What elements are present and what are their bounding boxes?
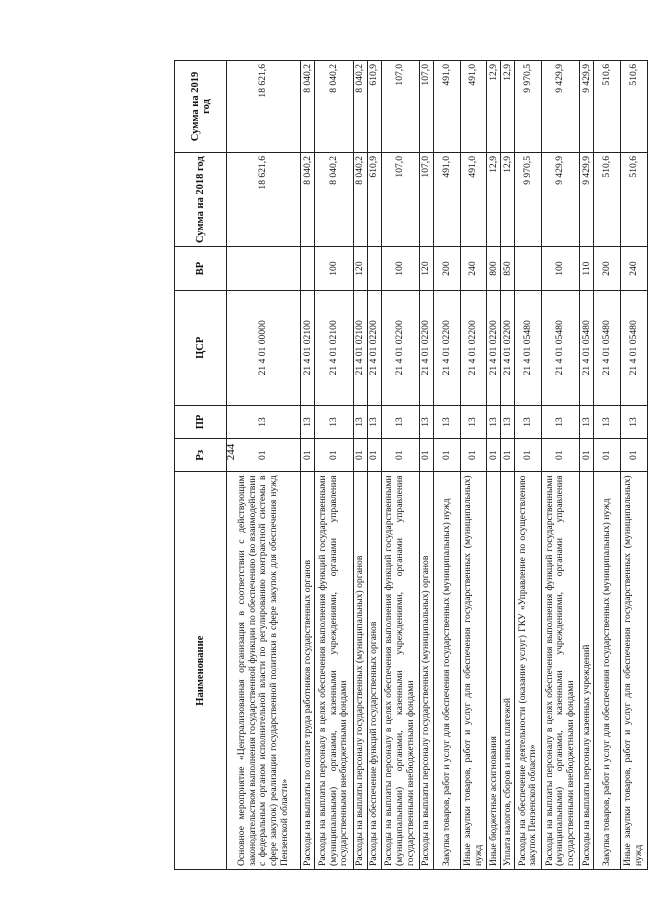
cell-sum-2018: 9 429,9 xyxy=(542,153,580,247)
cell-rz: 01 xyxy=(301,439,315,472)
budget-table-container xyxy=(174,60,648,870)
cell-csr: 21 4 01 02200 xyxy=(501,290,515,405)
cell-vr xyxy=(227,247,301,291)
cell-sum-2018: 12,9 xyxy=(487,153,501,247)
cell-pr: 13 xyxy=(301,405,315,438)
table-row xyxy=(367,61,381,870)
cell-vr: 800 xyxy=(487,247,501,291)
cell-vr: 240 xyxy=(460,247,487,291)
cell-sum-2018: 8 040,2 xyxy=(301,153,315,247)
table-row xyxy=(381,61,419,870)
cell-sum-2018: 8 040,2 xyxy=(353,153,367,247)
cell-pr: 13 xyxy=(315,405,353,438)
cell-pr: 13 xyxy=(353,405,367,438)
header-csr: ЦСР xyxy=(175,290,227,405)
cell-vr: 100 xyxy=(315,247,353,291)
cell-vr: 200 xyxy=(594,247,621,291)
table-row xyxy=(420,61,434,870)
header-pr: ПР xyxy=(175,405,227,438)
cell-pr: 13 xyxy=(460,405,487,438)
header-name: Наименование xyxy=(175,472,227,870)
budget-table xyxy=(174,60,648,870)
table-row xyxy=(580,61,594,870)
cell-csr: 21 4 01 02100 xyxy=(315,290,353,405)
cell-rz: 01 xyxy=(353,439,367,472)
cell-name: Расходы на обеспечение деятельности (оказание услуг) ГКУ «Управление по осуществлению закупок Пензенской области» xyxy=(515,472,542,870)
cell-name: Расходы на выплаты персоналу казенных учреждений xyxy=(580,472,594,870)
cell-vr: 850 xyxy=(501,247,515,291)
cell-csr: 21 4 01 02200 xyxy=(433,290,460,405)
cell-sum-2018: 510,6 xyxy=(621,153,648,247)
cell-name: Расходы на выплаты персоналу в целях обеспечения выполнения функций государственными (муниципальными) органами, казенными учреждениями, органами управления государственными внебюджетными фондами xyxy=(315,472,353,870)
cell-name: Иные закупки товаров, работ и услуг для обеспечения государственных (муниципальных) нужд xyxy=(621,472,648,870)
cell-sum-2019: 610,9 xyxy=(367,61,381,153)
cell-csr: 21 4 01 05480 xyxy=(621,290,648,405)
cell-rz: 01 xyxy=(487,439,501,472)
cell-pr: 13 xyxy=(420,405,434,438)
cell-name: Закупка товаров, работ и услуг для обеспечения государственных (муниципальных) нужд xyxy=(594,472,621,870)
cell-rz: 01 xyxy=(501,439,515,472)
table-header-row xyxy=(175,61,227,870)
cell-pr: 13 xyxy=(621,405,648,438)
cell-sum-2018: 107,0 xyxy=(381,153,419,247)
cell-sum-2019: 8 040,2 xyxy=(301,61,315,153)
cell-sum-2018: 8 040,2 xyxy=(315,153,353,247)
header-sum-2019: Сумма на 2019 год xyxy=(175,61,227,153)
cell-csr: 21 4 01 02100 xyxy=(301,290,315,405)
cell-sum-2018: 9 429,9 xyxy=(580,153,594,247)
cell-sum-2018: 18 621,6 xyxy=(227,153,301,247)
cell-vr: 120 xyxy=(420,247,434,291)
page-number: 244 xyxy=(225,443,237,461)
cell-pr: 13 xyxy=(594,405,621,438)
cell-vr: 110 xyxy=(580,247,594,291)
cell-csr: 21 4 01 05480 xyxy=(515,290,542,405)
cell-vr xyxy=(515,247,542,291)
cell-vr: 120 xyxy=(353,247,367,291)
cell-sum-2019: 491,0 xyxy=(460,61,487,153)
cell-pr: 13 xyxy=(542,405,580,438)
cell-vr xyxy=(367,247,381,291)
cell-rz: 01 xyxy=(433,439,460,472)
cell-pr: 13 xyxy=(580,405,594,438)
cell-sum-2019: 12,9 xyxy=(487,61,501,153)
cell-name: Расходы на выплаты персоналу в целях обеспечения выполнения функций государственными (муниципальными) органами, казенными учреждениями, органами управления государственными внебюджетными фондами xyxy=(381,472,419,870)
cell-vr: 200 xyxy=(433,247,460,291)
cell-sum-2019: 9 429,9 xyxy=(580,61,594,153)
cell-sum-2019: 9 970,5 xyxy=(515,61,542,153)
cell-rz: 01 xyxy=(315,439,353,472)
cell-vr: 100 xyxy=(381,247,419,291)
cell-name: Расходы на выплаты по оплате труда работников государственных органов xyxy=(301,472,315,870)
cell-rz: 01 xyxy=(621,439,648,472)
cell-sum-2018: 491,0 xyxy=(460,153,487,247)
cell-csr: 21 4 01 00000 xyxy=(227,290,301,405)
cell-name: Расходы на выплаты персоналу государственных (муниципальных) органов xyxy=(420,472,434,870)
cell-sum-2019: 8 040,2 xyxy=(315,61,353,153)
cell-rz: 01 xyxy=(580,439,594,472)
cell-rz: 01 xyxy=(460,439,487,472)
table-row xyxy=(353,61,367,870)
cell-sum-2019: 8 040,2 xyxy=(353,61,367,153)
cell-csr: 21 4 01 02200 xyxy=(420,290,434,405)
cell-pr: 13 xyxy=(381,405,419,438)
table-row xyxy=(227,61,301,870)
cell-name: Уплата налогов, сборов и иных платежей xyxy=(501,472,515,870)
cell-sum-2019: 18 621,6 xyxy=(227,61,301,153)
cell-rz: 01 xyxy=(420,439,434,472)
cell-name: Закупка товаров, работ и услуг для обеспечения государственных (муниципальных) нужд xyxy=(433,472,460,870)
cell-sum-2018: 9 970,5 xyxy=(515,153,542,247)
cell-vr xyxy=(301,247,315,291)
table-row xyxy=(594,61,621,870)
cell-name: Иные закупки товаров, работ и услуг для обеспечения государственных (муниципальных) нужд xyxy=(460,472,487,870)
cell-sum-2018: 610,9 xyxy=(367,153,381,247)
cell-sum-2019: 12,9 xyxy=(501,61,515,153)
cell-vr: 240 xyxy=(621,247,648,291)
cell-vr: 100 xyxy=(542,247,580,291)
cell-csr: 21 4 01 02200 xyxy=(367,290,381,405)
cell-sum-2018: 107,0 xyxy=(420,153,434,247)
cell-csr: 21 4 01 02200 xyxy=(460,290,487,405)
table-row xyxy=(301,61,315,870)
table-row xyxy=(621,61,648,870)
cell-name: Основное мероприятие «Централизованная организация в соответствии с действующим законодательством выполнения государственной функции по обеспечению (во взаимодействии с федеральным органом исполнительной власти по регулированию контрактной системы в сфере закупок) реализации государственной политики в сфере закупок для обеспечения нужд Пензенской области» xyxy=(227,472,301,870)
cell-sum-2019: 9 429,9 xyxy=(542,61,580,153)
cell-rz: 01 xyxy=(515,439,542,472)
cell-sum-2019: 491,0 xyxy=(433,61,460,153)
cell-name: Расходы на выплаты персоналу государственных (муниципальных) органов xyxy=(353,472,367,870)
cell-sum-2018: 12,9 xyxy=(501,153,515,247)
cell-pr: 13 xyxy=(501,405,515,438)
cell-pr: 13 xyxy=(433,405,460,438)
cell-csr: 21 4 01 05480 xyxy=(580,290,594,405)
table-row xyxy=(542,61,580,870)
table-row xyxy=(501,61,515,870)
cell-csr: 21 4 01 02200 xyxy=(381,290,419,405)
cell-pr: 13 xyxy=(487,405,501,438)
cell-sum-2018: 510,6 xyxy=(594,153,621,247)
cell-rz: 01 xyxy=(367,439,381,472)
cell-csr: 21 4 01 05480 xyxy=(542,290,580,405)
table-row xyxy=(487,61,501,870)
cell-name: Расходы на выплаты персоналу в целях обеспечения выполнения функций государственными (муниципальными) органами, казенными учреждениями, органами управления государственными внебюджетными фондами xyxy=(542,472,580,870)
cell-sum-2019: 107,0 xyxy=(420,61,434,153)
table-row xyxy=(433,61,460,870)
cell-name: Иные бюджетные ассигнования xyxy=(487,472,501,870)
cell-sum-2018: 491,0 xyxy=(433,153,460,247)
cell-rz: 01 xyxy=(594,439,621,472)
cell-csr: 21 4 01 02200 xyxy=(487,290,501,405)
cell-rz: 01 xyxy=(542,439,580,472)
cell-pr: 13 xyxy=(515,405,542,438)
header-sum-2018: Сумма на 2018 год xyxy=(175,153,227,247)
cell-sum-2019: 510,6 xyxy=(621,61,648,153)
cell-name: Расходы на обеспечение функций государственных органов xyxy=(367,472,381,870)
header-rz: Рз xyxy=(175,439,227,472)
table-row xyxy=(460,61,487,870)
cell-sum-2019: 107,0 xyxy=(381,61,419,153)
cell-csr: 21 4 01 02100 xyxy=(353,290,367,405)
cell-sum-2019: 510,6 xyxy=(594,61,621,153)
cell-rz: 01 xyxy=(381,439,419,472)
table-row xyxy=(315,61,353,870)
cell-pr: 13 xyxy=(227,405,301,438)
cell-pr: 13 xyxy=(367,405,381,438)
cell-csr: 21 4 01 05480 xyxy=(594,290,621,405)
cell-rz: 01 xyxy=(227,439,301,472)
header-vr: ВР xyxy=(175,247,227,291)
table-row xyxy=(515,61,542,870)
